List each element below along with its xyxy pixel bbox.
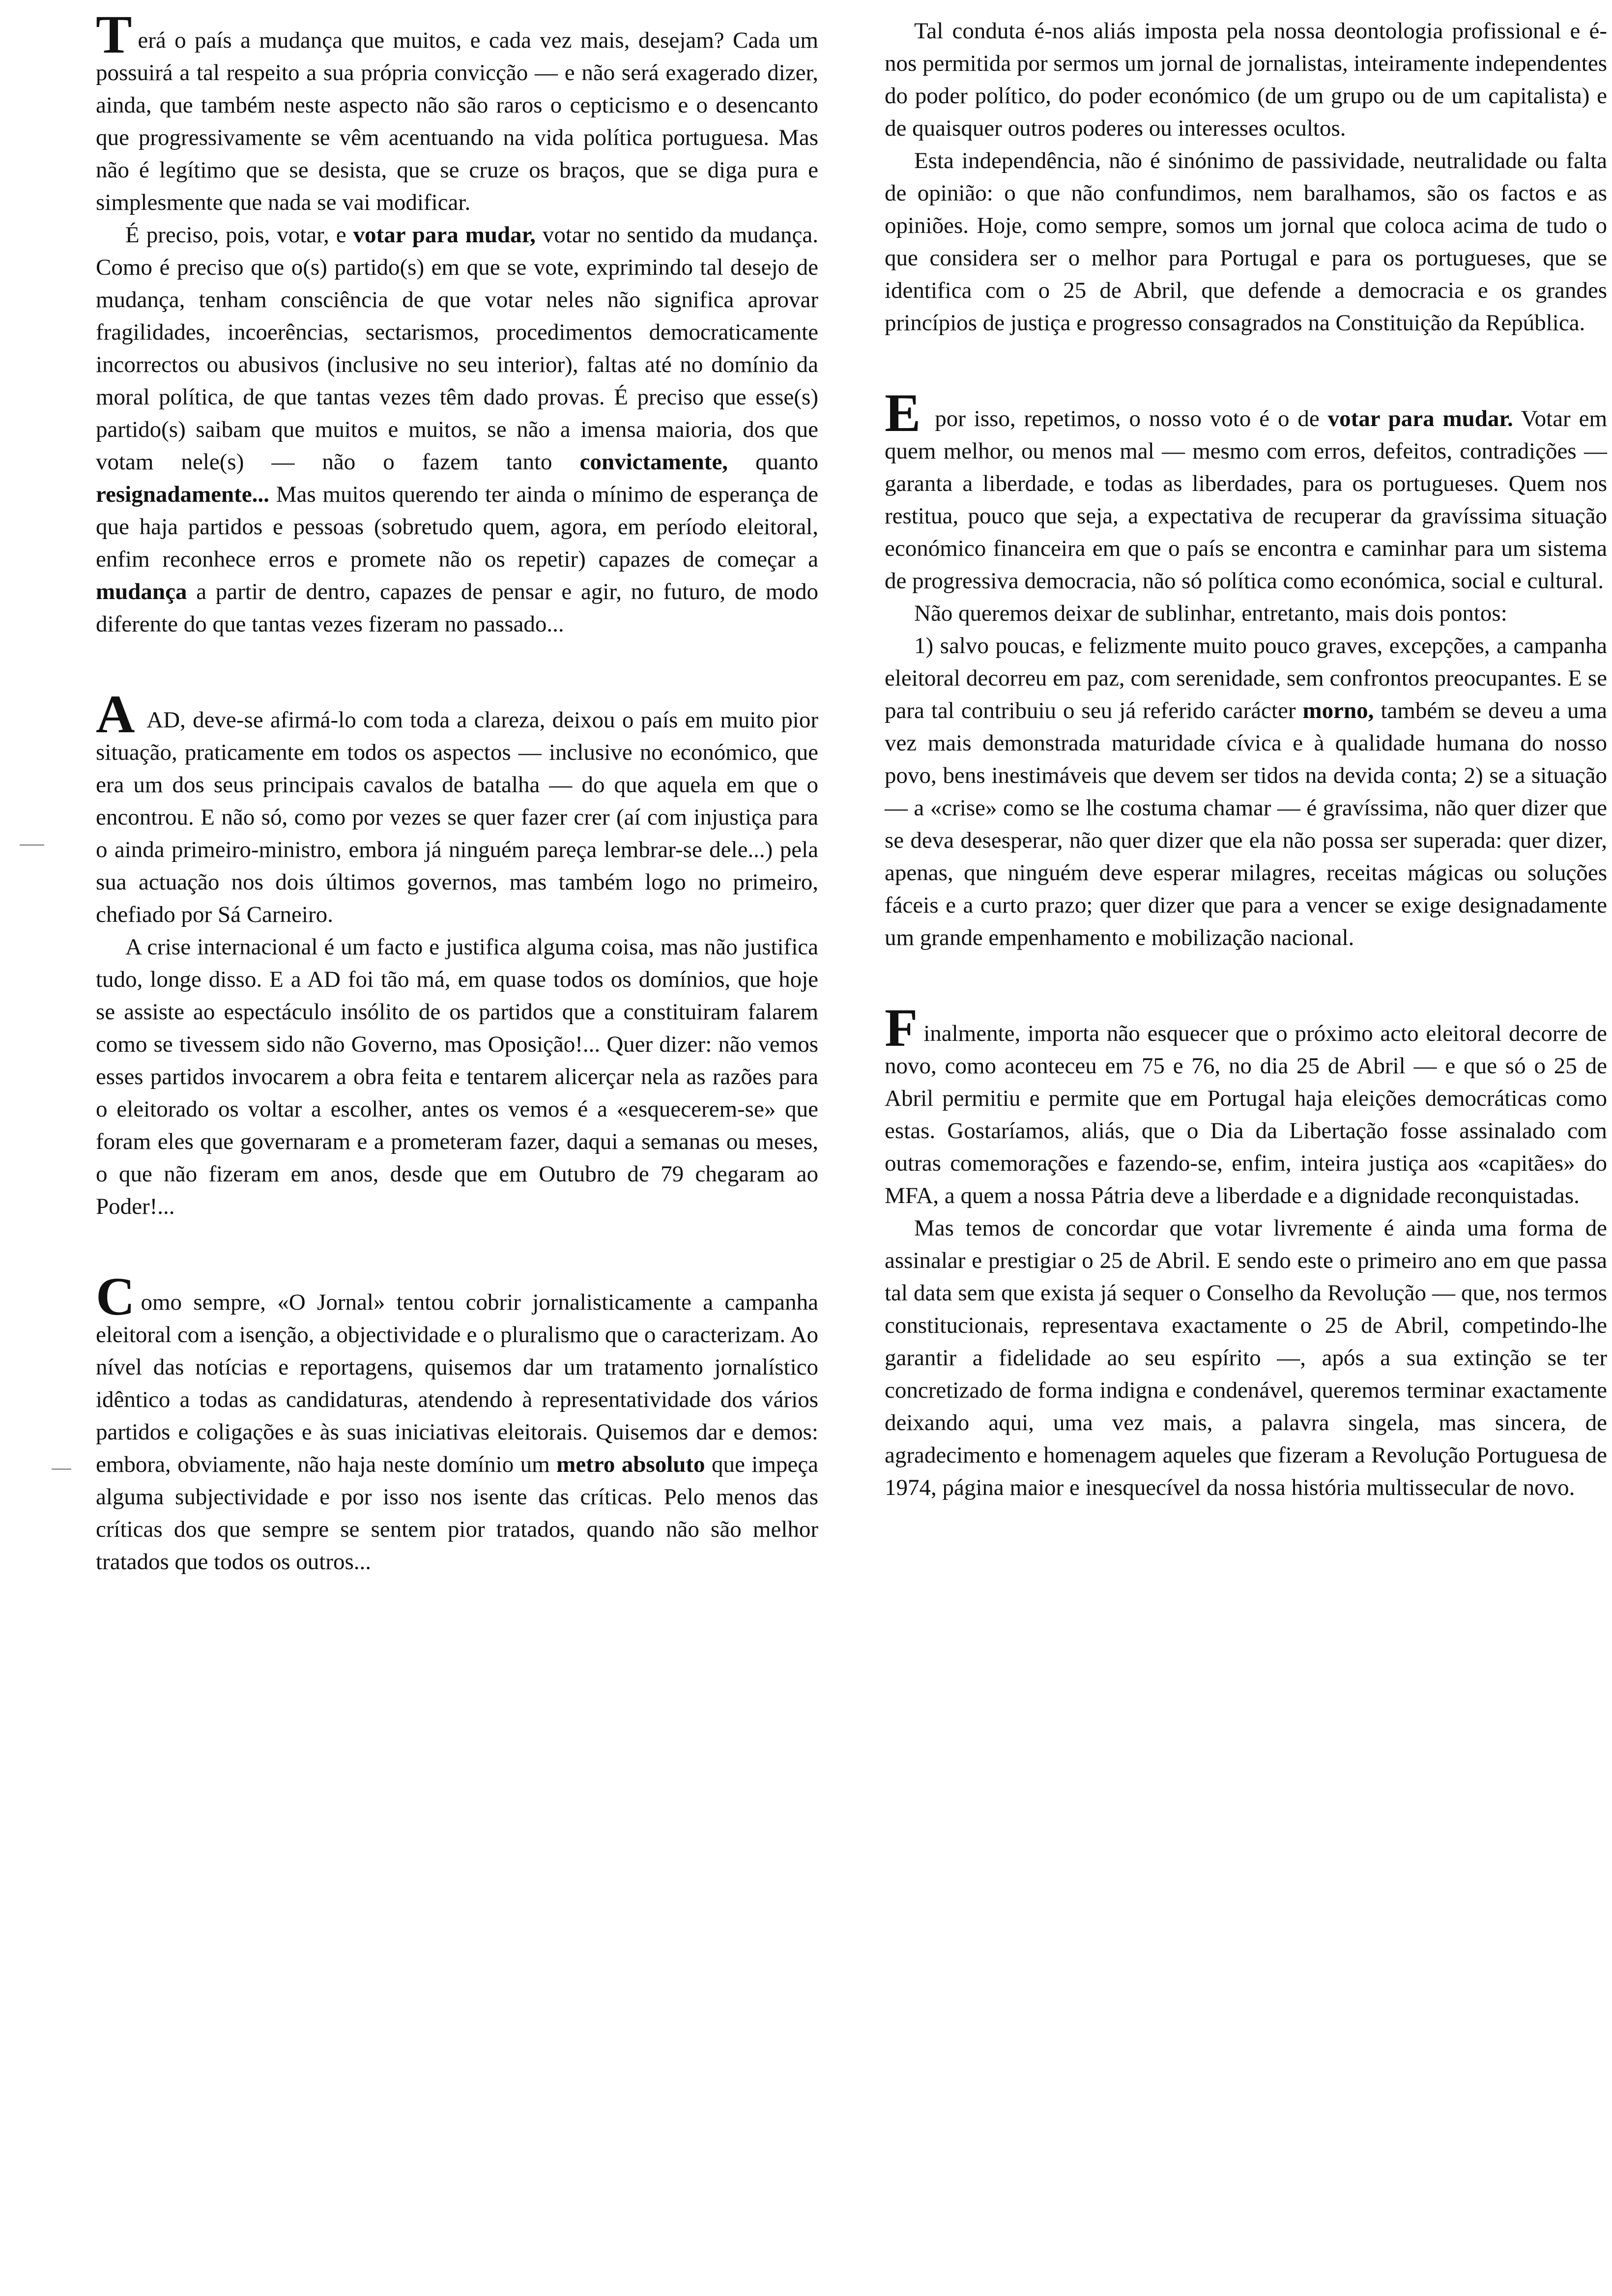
text-run: Votar em quem melhor, ou menos mal — mesmo com erros, defeitos, contradições — garanta a liberdade, e todas as liberdades, para os portugueses. Quem nos restitua, pouco que seja, a expectativa de recuperar da gravíssima situação económico financeira em que o país se encontra e caminhar para um sistema de progressiva democracia, não só política como económica, social e cultural. — [885, 406, 1608, 594]
paragraph — [885, 998, 1607, 1212]
left-section-3 — [96, 1266, 818, 1578]
margin-mark-lower — [52, 1468, 71, 1470]
drop-cap: T — [96, 4, 132, 64]
paragraph: Esta independência, não é sinónimo de passividade, neutralidade ou falta de opinião: o que não confundimos, nem baralhamos, são os factos e as opiniões. Hoje, como sempre, somos um jornal que coloca acima de tudo o que considera ser o melhor para Portugal e para os portugueses, que se identifica com o 25 de Abril, que defende a democracia e os grandes princípios de justiça e progresso consagrados na Constituição da República. — [885, 148, 1607, 336]
left-column — [96, 4, 818, 1578]
right-section-1 — [885, 15, 1607, 339]
left-section-1 — [96, 4, 818, 640]
text-run: É preciso, pois, votar, e — [125, 222, 353, 248]
emphasis: votar para mudar. — [1327, 406, 1513, 431]
right-section-3 — [885, 998, 1607, 1504]
text-run: omo sempre, «O Jornal» tentou cobrir jornalisticamente a campanha eleitoral com a isenção, a objectividade e o pluralismo que o caracterizam. Ao nível das notícias e reportagens, quisemos dar um tratamento jornalístico idêntico a todas as candidaturas, atendendo à representatividade dos vários partidos e coligações e às suas iniciativas eleitorais. Quisemos dar e demos: embora, obviamente, não haja neste domínio um — [96, 1290, 818, 1477]
drop-cap: C — [96, 1266, 135, 1326]
paragraph — [96, 219, 818, 640]
paragraph: A crise internacional é um facto e justifica alguma coisa, mas não justifica tudo, longe disso. E a AD foi tão má, em quase todos os domínios, que hoje se assiste ao espectáculo insólito de os partidos que a constituiram falarem como se tivessem sido não Governo, mas Oposição!... Quer dizer: não vemos esses partidos invocarem a obra feita e tentarem alicerçar nela as razões para o eleitorado os voltar a escolher, antes os vemos é a «esquecerem-se» que foram eles que governaram e a prometeram fazer, daqui a semanas ou meses, o que não fizeram em anos, desde que em Outubro de 79 chegaram ao Poder!... — [96, 934, 818, 1219]
text-run: que impeça alguma subjectividade e por isso nos isente das críticas. Pelo menos das críticas dos que sempre se sentem pior tratados, quando não são melhor tratados que todos os outros... — [96, 1452, 818, 1575]
paragraph: Tal conduta é-nos aliás imposta pela nossa deontologia profissional e é-nos permitida por sermos um jornal de jornalistas, inteiramente independentes do poder político, do poder económico (de um grupo ou de um capitalista) e de quaisquer outros poderes ou interesses ocultos. — [885, 18, 1607, 141]
drop-cap: A — [96, 684, 135, 744]
drop-cap: E — [885, 383, 921, 443]
emphasis: mudança — [96, 579, 187, 604]
paragraph — [96, 1266, 818, 1578]
text-run: 1) salvo poucas, e felizmente muito pouco graves, excepções, a campanha eleitoral decorreu em paz, com serenidade, sem confrontos preocupantes. E se para tal contribuiu o seu já referido carácter — [885, 633, 1607, 723]
paragraph — [96, 4, 818, 219]
emphasis: morno, — [1302, 698, 1374, 723]
paragraph — [885, 630, 1607, 954]
text-run: Mas muitos querendo ter ainda o mínimo de esperança de que haja partidos e pessoas (sobretudo quem, agora, em período eleitoral, enfim reconhece erros e promete não os repetir) capazes de começar a — [96, 482, 818, 572]
emphasis: convictamente, — [579, 449, 728, 475]
drop-cap: F — [885, 998, 918, 1058]
paragraph — [885, 383, 1608, 597]
emphasis: resignadamente... — [96, 482, 269, 507]
text-run: por isso, repetimos, o nosso voto é o de — [926, 406, 1328, 431]
emphasis: metro absoluto — [556, 1452, 705, 1477]
margin-mark-upper — [20, 844, 44, 846]
paragraph: Não queremos deixar de sublinhar, entretanto, mais dois pontos: — [914, 601, 1507, 626]
left-section-2 — [96, 684, 818, 1223]
text-run: quanto — [728, 449, 818, 475]
paragraph — [96, 684, 818, 931]
text-run: a partir de dentro, capazes de pensar e agir, no futuro, de modo diferente do que tantas vezes fizeram no passado... — [96, 579, 818, 637]
right-section-2 — [885, 383, 1608, 954]
paragraph-text: AD, deve-se afirmá-lo com toda a clareza, deixou o país em muito pior situação, praticamente em todos os aspectos — inclusive no económico, que era um dos seus principais cavalos de batalha — do que aquela em que o encontrou. E não só, como por vezes se quer fazer crer (aí com injustiça para o ainda primeiro-ministro, embora já ninguém pareça lembrar-se dele...) pela sua actuação nos dois últimos governos, mas também logo no primeiro, chefiado por Sá Carneiro. — [96, 707, 818, 927]
text-run: votar no sentido da mudança. Como é preciso que o(s) partido(s) em que se vote, exprimindo tal desejo de mudança, tenham consciência de que votar neles não significa aprovar fragilidades, incoerências, sectarismos, procedimentos democraticamente incorrectos ou abusivos (inclusive no seu interior), faltas até no domínio da moral política, de que tantas vezes têm dado provas. É preciso que esse(s) partido(s) saibam que muitos e muitos, se não a imensa maioria, dos que votam nele(s) — não o fazem tanto — [96, 222, 818, 475]
right-column — [885, 15, 1607, 1504]
emphasis: votar para mudar, — [353, 222, 536, 248]
text-run: também se deveu a uma vez mais demonstrada maturidade cívica e à qualidade humana do nosso povo, bens inestimáveis que devem ser tidos na devida conta; 2) se a situação — a «crise» como se lhe costuma chamar — é gravíssima, não quer dizer que se deva desesperar, não quer dizer que ela não possa ser superada: quer dizer, apenas, que ninguém deve esperar milagres, receitas mágicas ou soluções fáceis e a curto prazo; quer dizer que para a vencer se exige designadamente um grande empenhamento e mobilização nacional. — [885, 698, 1607, 950]
paragraph-text: erá o país a mudança que muitos, e cada vez mais, desejam? Cada um possuirá a tal respeito a sua própria convicção — e não será exagerado dizer, ainda, que também neste aspecto não são raros o cepticismo e o desencanto que progressivamente se vêm acentuando na vida política portuguesa. Mas não é legítimo que se desista, que se cruze os braços, que se diga pura e simplesmente que nada se vai modificar. — [96, 28, 818, 215]
paragraph-text: inalmente, importa não esquecer que o próximo acto eleitoral decorre de novo, como aconteceu em 75 e 76, no dia 25 de Abril — e que só o 25 de Abril permitiu e permite que em Portugal haja eleições democráticas como estas. Gostaríamos, aliás, que o Dia da Libertação fosse assinalado com outras comemorações e fazendo-se, enfim, inteira justiça aos «capitães» do MFA, a quem a nossa Pátria deve a liberdade e a dignidade reconquistadas. — [885, 1021, 1607, 1208]
paragraph: Mas temos de concordar que votar livremente é ainda uma forma de assinalar e prestigiar o 25 de Abril. E sendo este o primeiro ano em que passa tal data sem que exista já sequer o Conselho da Revolução — que, nos termos constitucionais, representava exactamente o 25 de Abril, competindo-lhe garantir a fidelidade ao seu espírito —, após a sua extinção se ter concretizado de forma indigna e condenável, queremos terminar exactamente deixando aqui, uma vez mais, a palavra singela, mas sincera, de agradecimento e homenagem aqueles que fizeram a Revolução Portuguesa de 1974, página maior e inesquecível da nossa história multissecular de novo. — [885, 1215, 1607, 1500]
